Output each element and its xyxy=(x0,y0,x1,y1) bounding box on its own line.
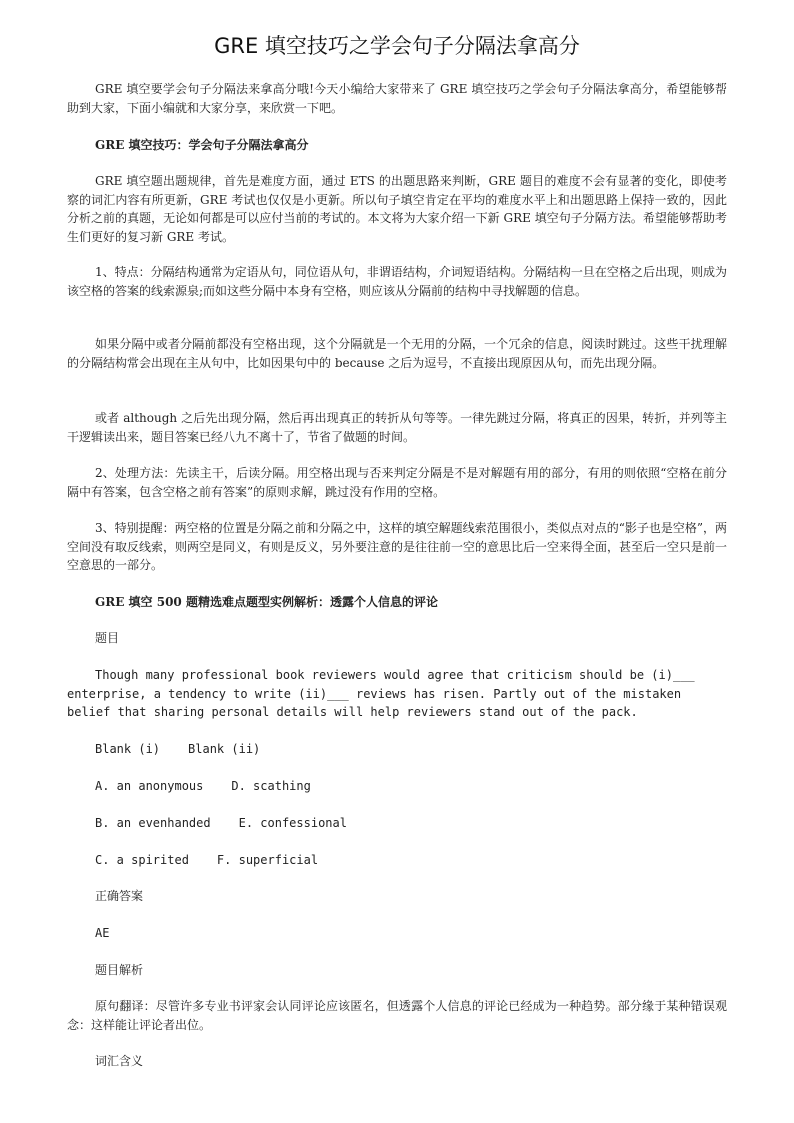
paragraph-method: 2、处理方法：先读主干，后读分隔。用空格出现与否来判定分隔是不是对解题有用的部分，有用的则依照“空格在前分隔中有答案，包含空格之前有答案”的原则求解，跳过没有作用的空格。 xyxy=(67,466,727,499)
question-text: Though many professional book reviewers would agree that criticism should be (i)___ enterprise, a tendency to write (ii)___ reviews has risen. Partly out of the mistaken belief that sharing personal details will help reviewers stand out of the pack. xyxy=(67,668,695,719)
paragraph-features: 1、特点：分隔结构通常为定语从句，同位语从句，非谓语结构，介词短语结构。分隔结构一旦在空格之后出现，则成为该空格的答案的线索源泉;而如这些分隔中本身有空格，则应该从分隔前的结构中寻找解题的信息。 xyxy=(67,265,727,298)
intro-paragraph: GRE 填空要学会句子分隔法来拿高分哦!今天小编给大家带来了 GRE 填空技巧之学会句子分隔法拿高分，希望能够帮助到大家，下面小编就和大家分享，来欣赏一下吧。 xyxy=(67,82,727,115)
paragraph-exam-pattern: GRE 填空题出题规律，首先是难度方面，通过 ETS 的出题思路来判断，GRE 题目的难度不会有显著的变化，即使考察的词汇内容有所更新，GRE 考试也仅仅是小更新。所以句子填空肯定在平均的难度水平上和出题思路上保持一致的，因此分析之前的真题，无论如何都是可以应付当前的考试的。本文将为大家介绍一下新 GRE 填空句子分隔方法。希望能够帮助考生们更好的复习新 GRE 考试。 xyxy=(67,174,727,244)
paragraph-reminder: 3、特别提醒：两空格的位置是分隔之前和分隔之中，这样的填空解题线索范围很小，类似点对点的“影子也是空格”，两空间没有取反线索，则两空是同义，有则是反义，另外要注意的是往往前一空的意思比后一空来得全面，甚至后一空只是前一空意思的一部分。 xyxy=(67,521,728,572)
answer-label: 正确答案 xyxy=(95,889,144,903)
blank-i-label: Blank (i) xyxy=(95,742,161,756)
choice-a: A. an anonymous xyxy=(95,779,204,793)
paragraph-although: 或者 although 之后先出现分隔，然后再出现真正的转折从句等等。一律先跳过分隔，将真正的因果，转折，并列等主干逻辑读出来，题目答案已经八九不离十了，节省了做题的时间。 xyxy=(67,411,727,444)
vocab-label: 词汇含义 xyxy=(95,1054,144,1068)
translation-paragraph: 原句翻译：尽管许多专业书评家会认同评论应该匿名，但透露个人信息的评论已经成为一种趋势。部分缘于某种错误观念：这样能让评论者出位。 xyxy=(67,999,727,1032)
blank-ii-label: Blank (ii) xyxy=(188,742,261,756)
section-heading-1: GRE 填空技巧：学会句子分隔法拿高分 xyxy=(95,138,309,152)
choice-f: F. superficial xyxy=(216,853,319,867)
blank-header xyxy=(67,740,727,759)
choice-d: D. scathing xyxy=(231,779,311,793)
choice-row xyxy=(67,777,727,796)
choice-b: B. an evenhanded xyxy=(95,816,211,830)
page-title: GRE 填空技巧之学会句子分隔法拿高分 xyxy=(214,34,580,58)
choice-c: C. a spirited xyxy=(95,853,189,867)
choice-row xyxy=(67,814,727,833)
paragraph-useless-separation: 如果分隔中或者分隔前都没有空格出现，这个分隔就是一个无用的分隔，一个冗余的信息，阅读时跳过。这些干扰理解的分隔结构常会出现在主从句中，比如因果句中的 because 之后为逗号，不直接出现原因从句，而先出现分隔。 xyxy=(67,337,727,370)
section-heading-2: GRE 填空 500 题精选难点题型实例解析：透露个人信息的评论 xyxy=(95,595,438,609)
choice-row xyxy=(67,851,727,870)
choice-e: E. confessional xyxy=(238,816,347,830)
answer-value: AE xyxy=(95,926,110,940)
question-label: 题目 xyxy=(95,631,120,645)
analysis-label: 题目解析 xyxy=(95,963,144,977)
